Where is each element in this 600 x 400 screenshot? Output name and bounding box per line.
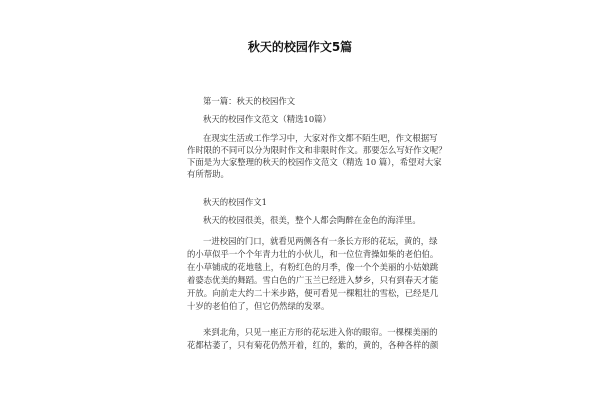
intro-line: 作时限的不同可以分为限时作文和非限时作文。那要怎么写好作文呢？ <box>187 145 447 155</box>
paragraph-2-line: 在小草铺成的花地毯上，有粉红色的月季，像一个个美丽的小姑娘跳 <box>187 262 439 272</box>
subheading: 秋天的校园作文范文（精选10篇） <box>203 114 331 124</box>
intro-line: 在现实生活或工作学习中，大家对作文都不陌生吧，作文根据写 <box>203 133 438 143</box>
paragraph-2-line: 的小草似乎一个个年青力壮的小伙儿，和一位位背操如柴的老伯伯。 <box>187 249 439 259</box>
paragraph-1: 秋天的校园很美，很美，整个人都会陶醉在金色的海洋里。 <box>203 215 421 225</box>
section-heading: 第一篇：秋天的校园作文 <box>203 96 296 106</box>
paragraph-2-line: 着婆态优美的舞蹈。雪白色的广玉兰已经进入梦乡，只有到春天才能 <box>187 275 439 285</box>
intro-line: 下面是为大家整理的秋天的校园作文范文（精选 10 篇），希望对大家 <box>187 157 442 167</box>
essay-title: 秋天的校园作文1 <box>203 197 267 207</box>
paragraph-3-line: 花都枯萎了，只有菊花仍然开着，红的，紫的，黄的，各种各样的颜 <box>187 340 439 350</box>
document-title: 秋天的校园作文5篇 <box>247 40 353 54</box>
intro-line: 有所帮助。 <box>187 169 229 179</box>
paragraph-2-line: 十岁的老伯伯了，但它仍然绿的发翠。 <box>187 301 330 311</box>
paragraph-2-line: 开放。向前走大约二十米步路，便可看见一棵粗壮的雪松，已经是几 <box>187 288 439 298</box>
paragraph-3-line: 来到北角，只见一座正方形的花坛进入你的眼帘。一棵棵美丽的 <box>203 327 438 337</box>
paragraph-2-line: 一进校园的门口，就看见两侧各有一条长方形的花坛，黄的，绿 <box>203 236 438 246</box>
